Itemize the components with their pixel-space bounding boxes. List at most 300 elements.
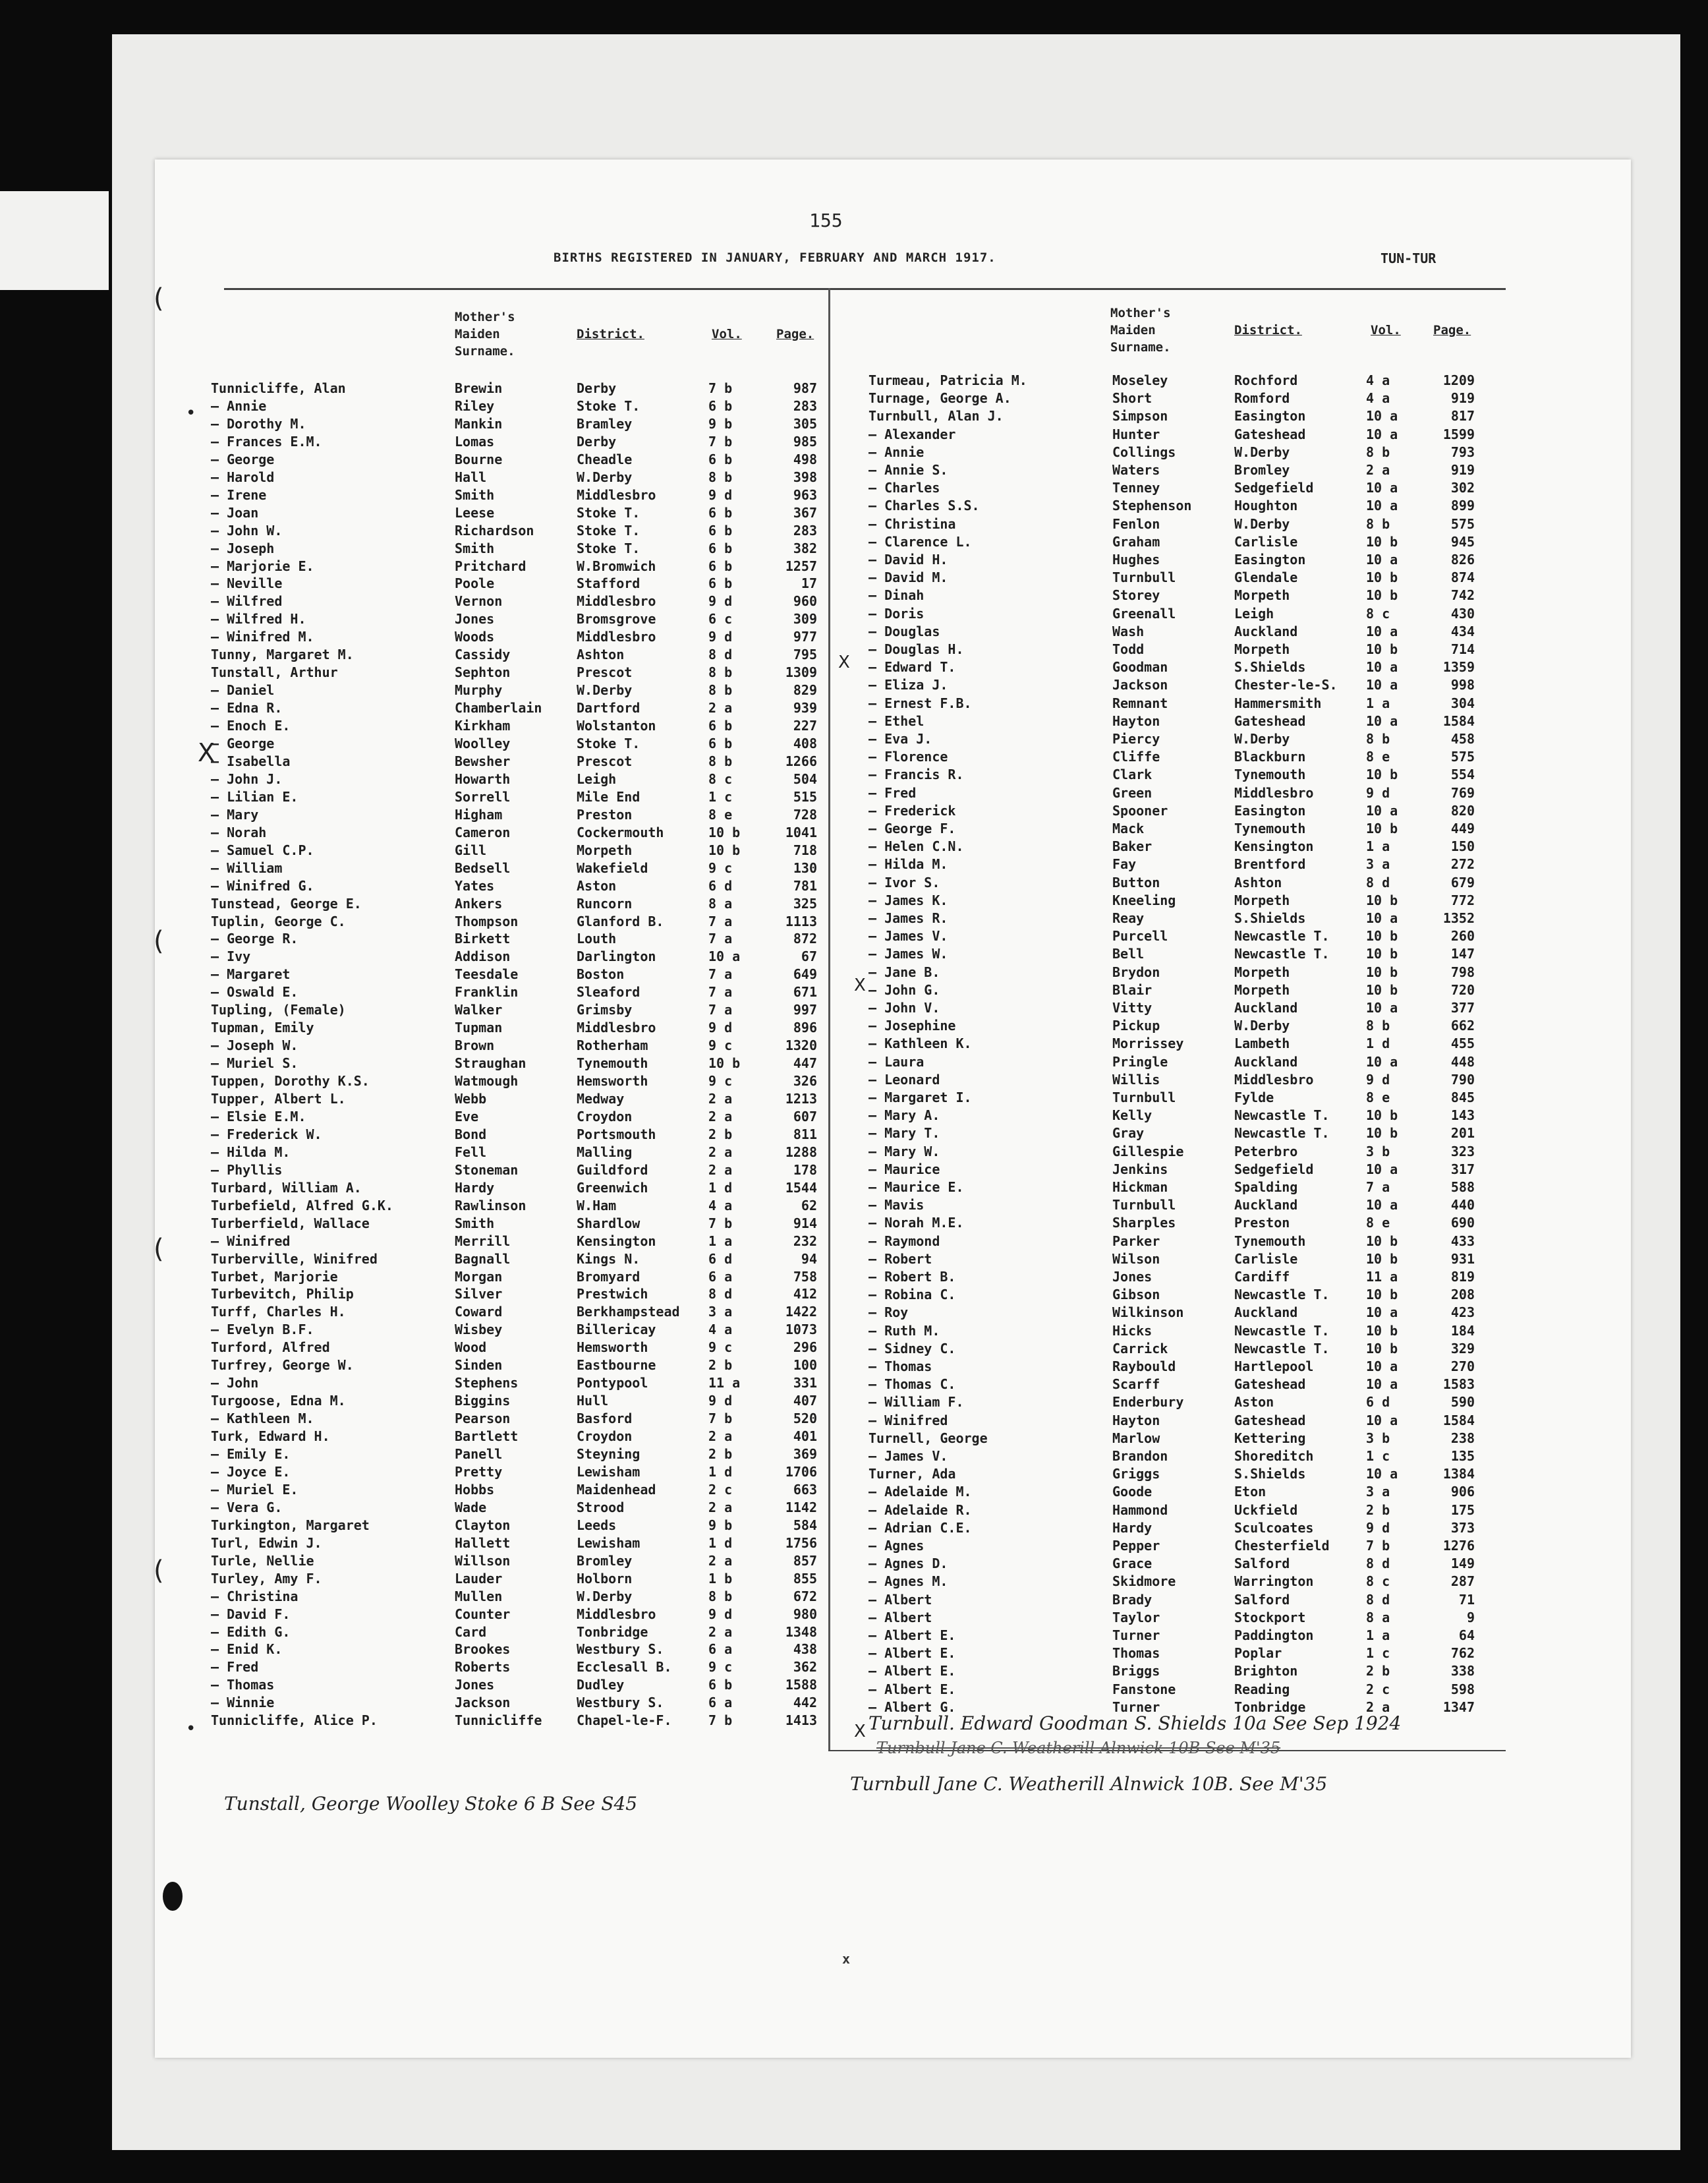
mothers-maiden-surname: Goodman: [1112, 659, 1168, 676]
page-ref: 1276: [1442, 1538, 1475, 1554]
district: Uckfield: [1234, 1501, 1298, 1518]
volume: 1 b: [708, 1570, 733, 1586]
punch-hole-mark: (: [154, 283, 164, 314]
child-name: Turkington, Margaret: [211, 1517, 370, 1533]
page-ref: 1544: [785, 1179, 817, 1196]
register-title: BIRTHS REGISTERED IN JANUARY, FEBRUARY AND MARCH 1917.: [554, 250, 996, 265]
mothers-maiden-surname: Clayton: [455, 1517, 511, 1533]
child-name: — Ivy: [211, 948, 251, 965]
district: Stoke T.: [577, 397, 640, 414]
district: W.Derby: [1234, 731, 1290, 747]
register-entry: [868, 444, 1481, 462]
mothers-maiden-surname: Hall: [455, 469, 487, 485]
district: Stoke T.: [577, 540, 640, 556]
mothers-maiden-surname: Parker: [1112, 1233, 1160, 1249]
volume: 10 b: [1366, 821, 1398, 836]
district: W.Ham: [577, 1197, 617, 1213]
child-name: — Robina C.: [868, 1287, 956, 1303]
volume: 7 a: [708, 913, 733, 929]
child-name: — Agnes D.: [868, 1556, 948, 1572]
child-name: — Sidney C.: [868, 1340, 956, 1356]
register-entry: [868, 498, 1481, 515]
register-entry: [211, 469, 824, 487]
surname-range: TUN-TUR: [1381, 250, 1437, 266]
register-entry: [211, 1357, 824, 1375]
page-ref: 1288: [785, 1144, 817, 1160]
district: Croydon: [577, 1108, 633, 1124]
district: Runcorn: [577, 895, 633, 912]
register-entry: [868, 964, 1481, 982]
mothers-maiden-surname: Pringle: [1112, 1053, 1168, 1070]
page-ref: 985: [793, 433, 817, 450]
mothers-maiden-surname: Brydon: [1112, 964, 1160, 980]
mothers-maiden-surname: Jackson: [455, 1695, 511, 1711]
volume: 10 b: [1366, 928, 1398, 945]
header-page: Page.: [776, 327, 814, 341]
child-name: — Winifred G.: [211, 877, 314, 894]
register-entry: [211, 1411, 824, 1428]
child-name: — Mavis: [868, 1197, 925, 1213]
volume: 8 b: [1366, 731, 1390, 747]
page-ref: 407: [793, 1393, 817, 1409]
register-entry: [211, 789, 824, 807]
register-entry: [211, 416, 824, 434]
register-entry: [211, 860, 824, 878]
child-name: — John: [211, 1375, 259, 1391]
child-name: — Joan: [211, 504, 259, 521]
child-name: — Emily E.: [211, 1446, 291, 1462]
district: Prescot: [577, 664, 633, 681]
child-name: — Mary: [211, 806, 259, 823]
mothers-maiden-surname: Fay: [1112, 856, 1137, 873]
district: Malling: [577, 1144, 633, 1160]
child-name: — Maurice E.: [868, 1179, 964, 1195]
mothers-maiden-surname: Wade: [455, 1499, 487, 1515]
volume: 8 a: [708, 895, 733, 912]
mothers-maiden-surname: Todd: [1112, 641, 1145, 657]
district: Easington: [1234, 408, 1306, 424]
district: Auckland: [1234, 1304, 1298, 1321]
district: Aston: [1234, 1394, 1274, 1411]
volume: 2 a: [708, 1108, 733, 1124]
child-name: — Mary T.: [868, 1125, 940, 1142]
district: Auckland: [1234, 1000, 1298, 1016]
register-entry: [868, 1269, 1481, 1287]
mothers-maiden-surname: Skidmore: [1112, 1573, 1176, 1590]
register-entry: [211, 629, 824, 647]
mothers-maiden-surname: Willson: [455, 1552, 511, 1569]
district: Kensington: [577, 1233, 656, 1249]
mothers-maiden-surname: Hayton: [1112, 1412, 1160, 1428]
page-ref: 135: [1450, 1448, 1475, 1464]
district: Middlesbro: [577, 1020, 656, 1036]
page-ref: 287: [1450, 1573, 1475, 1590]
child-name: — Florence: [868, 749, 948, 765]
register-entry: [868, 480, 1481, 498]
register-entry: [211, 1695, 824, 1712]
register-entry: [868, 1663, 1481, 1681]
volume: 4 a: [1366, 390, 1390, 407]
page-ref: 283: [793, 522, 817, 538]
mothers-maiden-surname: Panell: [455, 1446, 503, 1462]
page-ref: 498: [793, 451, 817, 467]
child-name: Turbefield, Alfred G.K.: [211, 1197, 393, 1213]
register-entry: [868, 1573, 1481, 1591]
mothers-maiden-surname: Higham: [455, 806, 503, 823]
child-name: — Adrian C.E.: [868, 1519, 972, 1536]
child-name: — Daniel: [211, 682, 275, 699]
child-name: — Frederick W.: [211, 1126, 322, 1142]
page-ref: 515: [793, 788, 817, 805]
child-name: — Eliza J.: [868, 677, 948, 693]
volume: 9 b: [708, 415, 733, 432]
district: Medway: [577, 1091, 625, 1107]
district: Middlesbro: [1234, 1071, 1314, 1088]
page-ref: 398: [793, 469, 817, 485]
child-name: — Hilda M.: [868, 856, 948, 873]
district: Maidenhead: [577, 1481, 656, 1498]
mothers-maiden-surname: Raybould: [1112, 1358, 1176, 1374]
punch-hole-mark: (: [154, 1234, 164, 1264]
register-entry: [211, 914, 824, 931]
register-entry: [211, 984, 824, 1002]
district: Derby: [577, 433, 617, 450]
district: Kings N.: [577, 1250, 640, 1267]
district: Lambeth: [1234, 1035, 1290, 1052]
page-ref: 260: [1450, 928, 1475, 945]
child-name: — Thomas C.: [868, 1376, 956, 1393]
child-name: — Ernest F.B.: [868, 695, 972, 711]
mothers-maiden-surname: Lauder: [455, 1570, 503, 1586]
register-entry: [211, 1215, 824, 1233]
mothers-maiden-surname: Fenlon: [1112, 515, 1160, 532]
register-entry: [211, 1553, 824, 1571]
mothers-maiden-surname: Vernon: [455, 593, 503, 610]
child-name: — Annie: [211, 397, 267, 414]
volume: 2 a: [708, 1428, 733, 1445]
volume: 10 a: [1366, 1412, 1398, 1428]
district: Morpeth: [1234, 981, 1290, 998]
district: Rochford: [1234, 372, 1298, 388]
district: Auckland: [1234, 1197, 1298, 1213]
volume: 1 a: [1366, 838, 1390, 855]
volume: 10 b: [1366, 1322, 1398, 1339]
mothers-maiden-surname: Card: [455, 1623, 487, 1640]
page-ref: 845: [1450, 1090, 1475, 1105]
child-name: — Enid K.: [211, 1641, 283, 1658]
district: Tynemouth: [1234, 1233, 1306, 1249]
mothers-maiden-surname: Storey: [1112, 587, 1160, 604]
district: Hartlepool: [1234, 1358, 1314, 1374]
district: Middlesbro: [577, 486, 656, 503]
register-entry: [211, 842, 824, 860]
page-ref: 896: [793, 1020, 817, 1036]
child-name: Tupling, (Female): [211, 1002, 346, 1018]
child-name: — George: [211, 451, 275, 467]
page-number: 155: [809, 210, 843, 231]
mothers-maiden-surname: Silver: [455, 1286, 503, 1302]
page-ref: 373: [1450, 1519, 1475, 1536]
mothers-maiden-surname: Spooner: [1112, 802, 1168, 819]
volume: 6 a: [708, 1268, 733, 1285]
mothers-maiden-surname: Murphy: [455, 682, 503, 699]
register-entry: [868, 785, 1481, 803]
page-ref: 283: [793, 397, 817, 414]
district: W.Derby: [1234, 1018, 1290, 1034]
mothers-maiden-surname: Pearson: [455, 1411, 511, 1427]
register-entry: [868, 1144, 1481, 1161]
district: Poplar: [1234, 1645, 1282, 1662]
register-entry: [868, 1304, 1481, 1322]
register-entry: [868, 1233, 1481, 1251]
page-ref: 980: [793, 1606, 817, 1622]
child-name: Turford, Alfred: [211, 1339, 330, 1356]
district: Auckland: [1234, 623, 1298, 639]
page-ref: 1113: [785, 913, 817, 929]
page-ref: 130: [793, 859, 817, 876]
child-name: — Muriel S.: [211, 1055, 299, 1072]
register-entry: [211, 1428, 824, 1446]
mothers-maiden-surname: Goode: [1112, 1484, 1153, 1500]
register-entry: [868, 390, 1481, 408]
register-entry: [211, 700, 824, 718]
volume: 6 b: [708, 540, 733, 556]
child-name: — Marjorie E.: [211, 558, 314, 574]
page-ref: 440: [1450, 1197, 1475, 1213]
mothers-maiden-surname: Brandon: [1112, 1448, 1168, 1464]
child-name: — Frederick: [868, 802, 956, 819]
child-name: — George R.: [211, 931, 299, 947]
district: Cockermouth: [577, 824, 664, 840]
volume: 7 a: [1366, 1179, 1390, 1195]
page-ref: 679: [1450, 874, 1475, 890]
district: Stoke T.: [577, 504, 640, 521]
register-entry: [211, 807, 824, 825]
district: Shoreditch: [1234, 1448, 1314, 1464]
page-ref: 449: [1450, 821, 1475, 836]
header-vol: Vol.: [712, 327, 742, 341]
volume: 10 a: [1366, 1197, 1398, 1213]
page-ref: 382: [793, 540, 817, 556]
volume: 8 d: [708, 647, 733, 663]
mothers-maiden-surname: Roberts: [455, 1659, 511, 1675]
mothers-maiden-surname: Bedsell: [455, 859, 511, 876]
mothers-maiden-surname: Tupman: [455, 1020, 503, 1036]
mothers-maiden-surname: Coward: [455, 1304, 503, 1320]
district: Leeds: [577, 1517, 617, 1533]
volume: 2 a: [708, 1091, 733, 1107]
register-entry: [211, 1037, 824, 1055]
register-entry: [211, 1446, 824, 1464]
page-ref: 184: [1450, 1322, 1475, 1339]
child-name: — Margaret I.: [868, 1090, 972, 1105]
register-entry: [211, 1002, 824, 1020]
register-entry: [211, 1322, 824, 1339]
mothers-maiden-surname: Sharples: [1112, 1215, 1176, 1231]
mothers-maiden-surname: Kelly: [1112, 1107, 1153, 1124]
register-entry: [868, 821, 1481, 838]
volume: 8 d: [1366, 1556, 1390, 1572]
mothers-maiden-surname: Turner: [1112, 1627, 1160, 1643]
child-name: — Joseph: [211, 540, 275, 556]
page-ref: 798: [1450, 964, 1475, 980]
page-ref: 447: [793, 1055, 817, 1072]
mothers-maiden-surname: Short: [1112, 390, 1153, 407]
register-entry: [868, 1556, 1481, 1573]
volume: 10 a: [1366, 802, 1398, 819]
child-name: Turnell, George: [868, 1430, 988, 1446]
district: Preston: [1234, 1215, 1290, 1231]
volume: 10 b: [1366, 1250, 1398, 1267]
child-name: Tunnicliffe, Alice P.: [211, 1712, 378, 1729]
page-ref: 433: [1450, 1233, 1475, 1249]
register-entry: [868, 875, 1481, 892]
district: Bromsgrove: [577, 611, 656, 627]
mothers-maiden-surname: Vitty: [1112, 1000, 1153, 1016]
register-entry: [868, 426, 1481, 444]
district: Newcastle T.: [1234, 946, 1330, 962]
district: Westbury S.: [577, 1695, 664, 1711]
district: Brentford: [1234, 856, 1306, 873]
register-entry: [211, 451, 824, 469]
bullet-mark: •: [186, 1719, 196, 1739]
mothers-maiden-surname: Chamberlain: [455, 700, 542, 716]
volume: 2 b: [1366, 1663, 1390, 1679]
page-ref: 919: [1450, 462, 1475, 478]
volume: 3 b: [1366, 1430, 1390, 1446]
child-name: — Agnes M.: [868, 1573, 948, 1590]
district: Leigh: [1234, 605, 1274, 622]
volume: 9 c: [708, 1659, 733, 1675]
register-entry: [868, 928, 1481, 946]
mothers-maiden-surname: Fell: [455, 1144, 487, 1160]
register-entry: [868, 1287, 1481, 1304]
mothers-maiden-surname: Pepper: [1112, 1538, 1160, 1554]
page-ref: 17: [801, 575, 817, 592]
volume: 10 a: [1366, 1000, 1398, 1016]
page-ref: 296: [793, 1339, 817, 1356]
volume: 2 b: [708, 1126, 733, 1142]
mothers-maiden-surname: Addison: [455, 948, 511, 965]
mothers-maiden-surname: Thomas: [1112, 1645, 1160, 1662]
page-ref: 1584: [1442, 1412, 1475, 1428]
mothers-maiden-surname: Fanstone: [1112, 1681, 1176, 1697]
mothers-maiden-surname: Tunnicliffe: [455, 1712, 542, 1729]
page-ref: 795: [793, 647, 817, 663]
page-ref: 367: [793, 504, 817, 521]
mothers-maiden-surname: Biggins: [455, 1393, 511, 1409]
volume: 4 a: [708, 1322, 733, 1338]
volume: 8 e: [1366, 1090, 1390, 1105]
register-entry: [868, 624, 1481, 641]
child-name: — Francis R.: [868, 767, 964, 783]
district: Newcastle T.: [1234, 1107, 1330, 1124]
page-ref: 325: [793, 895, 817, 912]
mothers-maiden-surname: Piercy: [1112, 731, 1160, 747]
child-name: — Norah: [211, 824, 267, 840]
register-entry: [868, 534, 1481, 552]
child-name: — Dorothy M.: [211, 415, 306, 432]
page-ref: 931: [1450, 1250, 1475, 1267]
mothers-maiden-surname: Howarth: [455, 771, 511, 787]
register-entry: [211, 1091, 824, 1109]
volume: 2 a: [1366, 462, 1390, 478]
register-entry: [868, 1610, 1481, 1627]
register-entry: [868, 856, 1481, 874]
volume: 9 d: [708, 1606, 733, 1622]
header-district: District.: [577, 327, 644, 341]
mothers-maiden-surname: Hickman: [1112, 1179, 1168, 1195]
district: Wakefield: [577, 859, 648, 876]
page-ref: 94: [801, 1250, 817, 1267]
page-ref: 305: [793, 415, 817, 432]
volume: 10 b: [708, 824, 741, 840]
page-ref: 720: [1450, 981, 1475, 998]
mothers-maiden-surname: Leese: [455, 504, 495, 521]
volume: 10 a: [1366, 1358, 1398, 1374]
child-name: — Kathleen K.: [868, 1035, 972, 1052]
x-mark: X: [854, 1722, 866, 1741]
register-entry: [211, 948, 824, 966]
mothers-maiden-surname: Hardy: [1112, 1519, 1153, 1536]
volume: 9 c: [708, 1073, 733, 1090]
child-name: Turner, Ada: [868, 1466, 956, 1482]
page-ref: 362: [793, 1659, 817, 1675]
mothers-maiden-surname: Stephenson: [1112, 498, 1192, 514]
mothers-maiden-surname: Eve: [455, 1108, 479, 1124]
register-entry: [211, 611, 824, 629]
volume: 10 b: [1366, 569, 1398, 586]
mothers-maiden-surname: Smith: [455, 486, 495, 503]
page-ref: 919: [1450, 390, 1475, 407]
register-entry: [211, 1375, 824, 1393]
volume: 10 b: [1366, 1233, 1398, 1249]
district: Chapel-le-F.: [577, 1712, 672, 1729]
register-entry: [211, 1073, 824, 1091]
child-name: — Ruth M.: [868, 1322, 940, 1339]
district: Bromyard: [577, 1268, 640, 1285]
mothers-maiden-surname: Green: [1112, 784, 1153, 801]
page-ref: 1359: [1442, 659, 1475, 676]
register-entry: [868, 803, 1481, 821]
page-ref: 672: [793, 1588, 817, 1604]
volume: 1 c: [1366, 1448, 1390, 1464]
volume: 8 b: [1366, 444, 1390, 460]
child-name: — James K.: [868, 892, 948, 908]
page-ref: 201: [1450, 1125, 1475, 1142]
handwritten-entry: Turnbull Jane C. Weatherill Alnwick 10B. See M'35: [850, 1773, 1328, 1795]
page-ref: 323: [1450, 1143, 1475, 1159]
child-name: — Kathleen M.: [211, 1411, 314, 1427]
register-entry: [211, 966, 824, 984]
register-entry: [211, 753, 824, 771]
mothers-maiden-surname: Graham: [1112, 533, 1160, 550]
volume: 7 b: [708, 380, 733, 396]
page-ref: 963: [793, 486, 817, 503]
district: Prescot: [577, 753, 633, 769]
volume: 9 c: [708, 1339, 733, 1356]
page-ref: 718: [793, 842, 817, 858]
volume: 7 a: [708, 1002, 733, 1018]
page-ref: 793: [1450, 444, 1475, 460]
register-entry: [211, 736, 824, 753]
mothers-maiden-surname: Wilkinson: [1112, 1304, 1184, 1321]
register-entry: [211, 1571, 824, 1588]
district: Hull: [577, 1393, 609, 1409]
page-ref: 598: [1450, 1681, 1475, 1697]
page-ref: 401: [793, 1428, 817, 1445]
mothers-maiden-surname: Rawlinson: [455, 1197, 527, 1213]
